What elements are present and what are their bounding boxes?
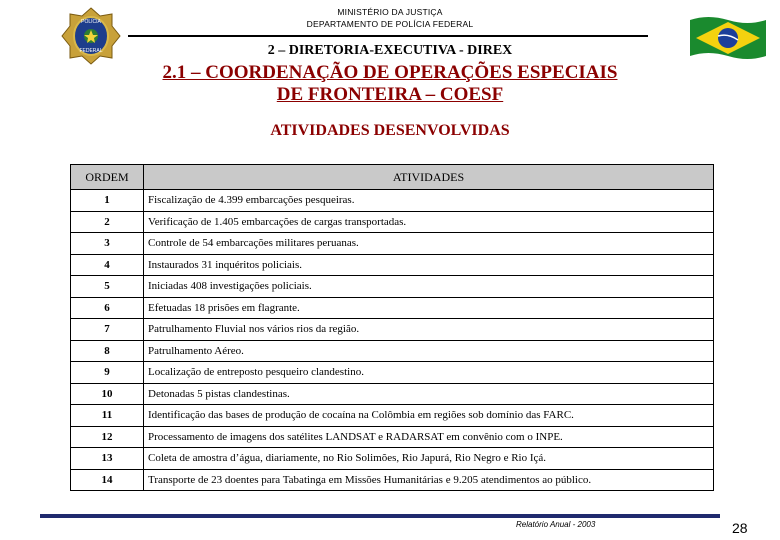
section-title: ATIVIDADES DESENVOLVIDAS (270, 122, 510, 139)
table-header-row (71, 165, 714, 190)
ministry-label: MINISTÉRIO DA JUSTIÇA (337, 7, 443, 17)
table-row (71, 211, 714, 233)
column-header-atividades: ATIVIDADES (144, 165, 714, 190)
row-atividade: Coleta de amostra d’água, diariamente, no Rio Solimões, Rio Japurá, Rio Negro e Rio Içá. (144, 448, 714, 470)
row-ordem: 11 (71, 405, 144, 427)
row-ordem: 1 (71, 190, 144, 212)
row-ordem: 6 (71, 297, 144, 319)
table-row (71, 276, 714, 298)
table-row (71, 362, 714, 384)
footer-rule (40, 514, 720, 518)
row-atividade: Processamento de imagens dos satélites LANDSAT e RADARSAT em convênio com o INPE. (144, 426, 714, 448)
row-atividade: Iniciadas 408 investigações policiais. (144, 276, 714, 298)
table-row (71, 340, 714, 362)
coordination-title-line1: 2.1 – COORDENAÇÃO DE OPERAÇÕES ESPECIAIS (162, 62, 618, 83)
directorate-title: 2 – DIRETORIA-EXECUTIVA - DIREX (267, 43, 513, 58)
row-ordem: 14 (71, 469, 144, 491)
row-atividade: Localização de entreposto pesqueiro clandestino. (144, 362, 714, 384)
row-ordem: 10 (71, 383, 144, 405)
badge-text-top: POLÍCIA (81, 19, 101, 25)
row-ordem: 2 (71, 211, 144, 233)
row-ordem: 5 (71, 276, 144, 298)
row-ordem: 4 (71, 254, 144, 276)
table-row (71, 254, 714, 276)
row-ordem: 7 (71, 319, 144, 341)
row-atividade: Detonadas 5 pistas clandestinas. (144, 383, 714, 405)
row-atividade: Controle de 54 embarcações militares peruanas. (144, 233, 714, 255)
page-number: 28 (732, 520, 748, 536)
table-row (71, 426, 714, 448)
row-atividade: Efetuadas 18 prisões em flagrante. (144, 297, 714, 319)
row-atividade: Transporte de 23 doentes para Tabatinga em Missões Humanitárias e 9.205 atendimentos ao público. (144, 469, 714, 491)
table-row (71, 448, 714, 470)
row-ordem: 9 (71, 362, 144, 384)
table-row (71, 319, 714, 341)
table-body (71, 190, 714, 491)
row-atividade: Fiscalização de 4.399 embarcações pesqueiras. (144, 190, 714, 212)
column-header-ordem: ORDEM (71, 165, 144, 190)
table-row (71, 405, 714, 427)
table-row (71, 469, 714, 491)
row-ordem: 12 (71, 426, 144, 448)
table-row (71, 383, 714, 405)
table-row (71, 233, 714, 255)
row-atividade: Identificação das bases de produção de cocaína na Colômbia em regiões sob domínio das FARC. (144, 405, 714, 427)
row-atividade: Patrulhamento Fluvial nos vários rios da região. (144, 319, 714, 341)
row-atividade: Verificação de 1.405 embarcações de cargas transportadas. (144, 211, 714, 233)
row-ordem: 3 (71, 233, 144, 255)
header-rule (128, 35, 648, 37)
table-row (71, 190, 714, 212)
row-ordem: 8 (71, 340, 144, 362)
department-label: DEPARTAMENTO DE POLÍCIA FEDERAL (306, 19, 474, 29)
coordination-title-line2: DE FRONTEIRA – COESF (276, 84, 504, 105)
row-atividade: Instaurados 31 inquéritos policiais. (144, 254, 714, 276)
activities-table (70, 164, 714, 491)
coordination-title (0, 62, 780, 106)
table-row (71, 297, 714, 319)
row-atividade: Patrulhamento Aéreo. (144, 340, 714, 362)
row-ordem: 13 (71, 448, 144, 470)
report-label: Relatório Anual - 2003 (516, 520, 596, 529)
badge-text-bottom: FEDERAL (79, 48, 103, 54)
